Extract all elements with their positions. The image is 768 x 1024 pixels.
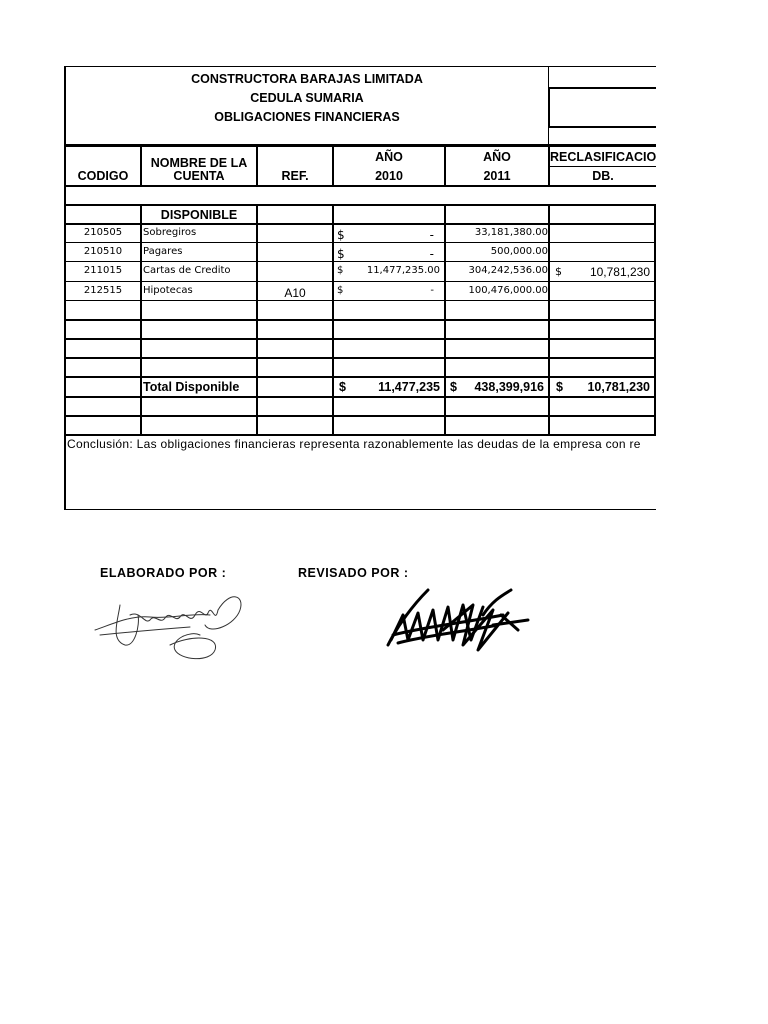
row1-v2010: - bbox=[429, 228, 434, 242]
body-line-l bbox=[64, 415, 656, 417]
body-line-k bbox=[64, 396, 656, 398]
body-line-c bbox=[64, 242, 656, 243]
revisado-label: REVISADO POR : bbox=[298, 566, 409, 580]
total-db: 10,781,230 bbox=[587, 380, 650, 394]
row2-codigo: 210510 bbox=[83, 246, 123, 257]
header-row-top bbox=[64, 144, 656, 147]
header-subline bbox=[548, 166, 656, 167]
row3-cuenta: Cartas de Credito bbox=[143, 265, 231, 276]
col-year-2011: 2011 bbox=[483, 169, 511, 183]
row4-v2010: - bbox=[430, 285, 434, 296]
col-year-2010: 2010 bbox=[375, 169, 403, 183]
col-ano-2011: AÑO bbox=[483, 150, 511, 164]
row3-cur2010: $ bbox=[337, 265, 344, 276]
col-ano-2010: AÑO bbox=[375, 150, 403, 164]
body-sep-2 bbox=[256, 204, 258, 435]
stamp-box-bottom bbox=[548, 126, 656, 128]
total-cur-db: $ bbox=[556, 380, 563, 394]
cedula-title: CEDULA SUMARIA bbox=[250, 91, 364, 105]
row3-db: 10,781,230 bbox=[589, 265, 650, 279]
body-line-i bbox=[64, 357, 656, 359]
right-box-top-line bbox=[548, 66, 656, 67]
company-name: CONSTRUCTORA BARAJAS LIMITADA bbox=[191, 72, 423, 86]
elaborado-label: ELABORADO POR : bbox=[100, 566, 227, 580]
row1-v2011: 33,181,380.00 bbox=[474, 227, 548, 238]
revisado-signature bbox=[383, 585, 533, 665]
total-cur2011: $ bbox=[450, 380, 457, 394]
body-sep-3 bbox=[332, 204, 334, 435]
body-line-b bbox=[64, 223, 656, 225]
col-db: DB. bbox=[592, 169, 614, 183]
row4-v2011: 100,476,000.00 bbox=[468, 285, 548, 296]
header-row-bottom bbox=[64, 185, 656, 187]
row4-cur2010: $ bbox=[337, 285, 344, 296]
total-v2011: 438,399,916 bbox=[474, 380, 544, 394]
body-line-m bbox=[64, 434, 656, 436]
body-line-d bbox=[64, 261, 656, 262]
section-title: OBLIGACIONES FINANCIERAS bbox=[214, 110, 400, 124]
body-line-a bbox=[64, 204, 656, 206]
body-line-f bbox=[64, 300, 656, 301]
total-v2010: 11,477,235 bbox=[378, 380, 440, 394]
col-ref: REF. bbox=[281, 169, 309, 183]
row1-codigo: 210505 bbox=[83, 227, 123, 238]
col-nombre-line2: CUENTA bbox=[173, 169, 225, 183]
total-cur2010: $ bbox=[339, 380, 346, 394]
row4-codigo: 212515 bbox=[83, 285, 123, 296]
body-sep-5 bbox=[548, 204, 550, 435]
row2-v2010: - bbox=[429, 247, 434, 261]
col-reclasificacion: RECLASIFICACIO bbox=[550, 150, 656, 164]
body-right-edge bbox=[654, 204, 656, 435]
row2-cur2010: $ bbox=[337, 247, 345, 261]
body-sep-4 bbox=[444, 204, 446, 435]
total-label: Total Disponible bbox=[143, 380, 240, 394]
row1-cuenta: Sobregiros bbox=[143, 227, 197, 238]
row3-v2010: 11,477,235.00 bbox=[366, 265, 440, 276]
body-line-h bbox=[64, 338, 656, 340]
row4-cuenta: Hipotecas bbox=[143, 285, 193, 296]
col-codigo: CODIGO bbox=[77, 169, 129, 183]
body-line-e bbox=[64, 281, 656, 282]
row2-v2011: 500,000.00 bbox=[490, 246, 548, 257]
row4-ref: A10 bbox=[284, 286, 306, 300]
group-label-disponible: DISPONIBLE bbox=[160, 208, 238, 222]
frame-top bbox=[64, 66, 548, 67]
body-line-j bbox=[64, 376, 656, 378]
row3-cur-db: $ bbox=[555, 265, 562, 278]
conclusion-text: Conclusión: Las obligaciones financieras representa razonablemente las deudas de la empresa con re bbox=[67, 437, 641, 451]
body-line-g bbox=[64, 319, 656, 321]
frame-bottom bbox=[64, 509, 656, 510]
row1-cur2010: $ bbox=[337, 228, 345, 242]
row3-codigo: 211015 bbox=[83, 265, 123, 276]
elaborado-signature bbox=[90, 585, 250, 665]
stamp-box-top bbox=[548, 87, 656, 89]
col-nombre-line1: NOMBRE DE LA bbox=[150, 156, 248, 170]
row2-cuenta: Pagares bbox=[143, 246, 183, 257]
row3-v2011: 304,242,536.00 bbox=[468, 265, 548, 276]
body-sep-1 bbox=[140, 204, 142, 435]
stamp-box-left bbox=[548, 87, 550, 127]
